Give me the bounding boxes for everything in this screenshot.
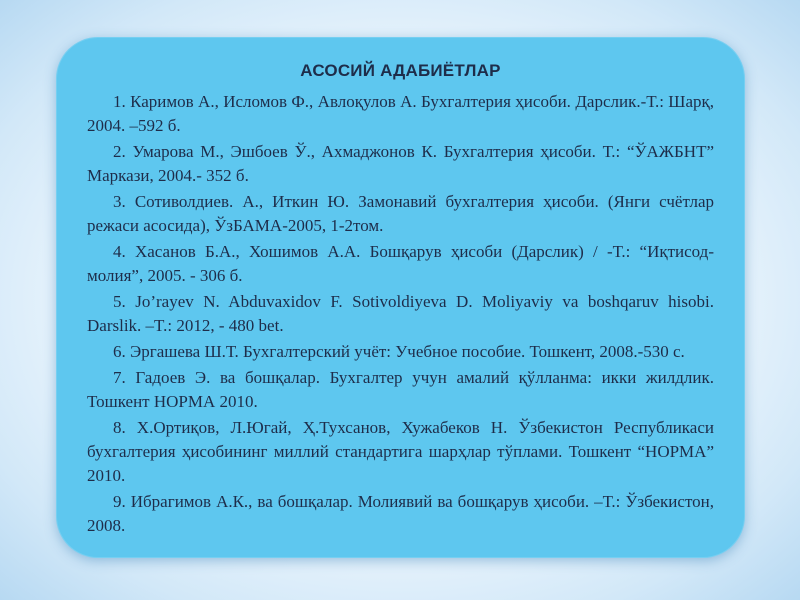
references-heading: АСОСИЙ АДАБИЁТЛАР — [300, 61, 501, 80]
reference-item-9: 9. Ибрагимов А.К., ва бошқалар. Молиявий ва бошқарув ҳисоби. –Т.: Ўзбекистон, 2008. — [87, 492, 714, 535]
references-list — [87, 90, 714, 538]
reference-item-7: 7. Гадоев Э. ва бошқалар. Бухгалтер учун амалий қўлланма: икки жилдлик. Тошкент НОРМА 2010. — [87, 368, 714, 411]
reference-item-8: 8. Х.Ортиқов, Л.Югай, Ҳ.Тухсанов, Хужабеков Н. Ўзбекистон Республикаси бухгалтерия ҳисобининг миллий стандартига шарҳлар тўплами. Тошкент “НОРМА” 2010. — [87, 418, 714, 485]
reference-item-2: 2. Умарова М., Эшбоев Ў., Ахмаджонов К. Бухгалтерия ҳисоби. Т.: “ЎАЖБНТ” Маркази, 2004.- 352 б. — [87, 142, 714, 185]
references-card — [56, 37, 745, 558]
reference-item-1: 1. Каримов А., Исломов Ф., Авлоқулов А. Бухгалтерия ҳисоби. Дарслик.-Т.: Шарқ, 2004. –592 б. — [87, 92, 714, 135]
reference-item-6: 6. Эргашева Ш.Т. Бухгалтерский учёт: Учебное пособие. Тошкент, 2008.-530 с. — [113, 342, 685, 361]
reference-item-3: 3. Сотиволдиев. А., Иткин Ю. Замонавий бухгалтерия ҳисоби. (Янги счётлар режаси асосида), ЎзБАМА-2005, 1-2том. — [87, 192, 714, 235]
reference-item-5: 5. Jo’rayev N. Abduvaxidov F. Sotivoldiyeva D. Moliyaviy va boshqaruv hisobi. Darslik. –T.: 2012, - 480 bet. — [87, 292, 714, 335]
reference-item-4: 4. Хасанов Б.А., Хошимов А.А. Бошқарув ҳисоби (Дарслик) / -Т.: “Иқтисод-молия”, 2005. - 306 б. — [87, 242, 714, 285]
